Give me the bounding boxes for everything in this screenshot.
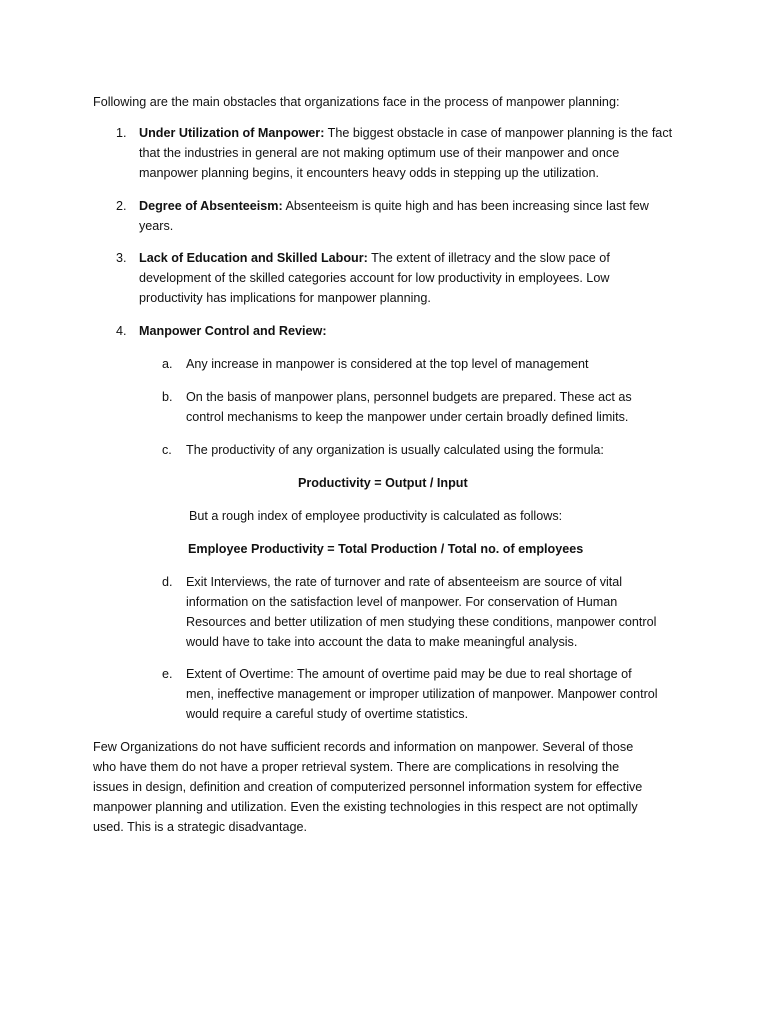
list-item-body: The biggest obstacle in case of manpower planning is the fact that the industries in general are not making optimum use of their manpower and once manpower planning begins, it encounters heavy odds in stepping up the utilization. <box>139 126 673 180</box>
sub-list-letter: a. <box>162 357 173 371</box>
list-item <box>116 123 676 183</box>
sub-list-item <box>162 664 662 724</box>
sub-list-letter: b. <box>162 390 173 404</box>
sub-list-letter: c. <box>162 443 172 457</box>
list-item-text <box>139 196 676 236</box>
sub-list-letter: d. <box>162 575 173 589</box>
sub-list-text: Any increase in manpower is considered at the top level of management <box>186 357 589 371</box>
list-item-body: The extent of illetracy and the slow pace of development of the skilled categories account for low productivity in employees. Low productivity has implications for manpower planning. <box>139 251 610 305</box>
sub-list-item <box>162 354 662 374</box>
list-item <box>116 196 676 236</box>
list-item <box>116 248 676 308</box>
sub-list-text: On the basis of manpower plans, personnel budgets are prepared. These act as control mechanisms to keep the manpower under certain broadly defined limits. <box>186 390 632 424</box>
list-number: 1. <box>116 126 127 140</box>
sub-list-text: Extent of Overtime: The amount of overtime paid may be due to real shortage of men, ineffective management or improper utilization of manpower. Manpower control would require a careful study of overtime statistics. <box>186 667 658 721</box>
sub-list-item <box>162 387 662 427</box>
list-item-text <box>139 321 676 341</box>
list-item-text <box>139 248 676 308</box>
list-item <box>116 321 676 341</box>
sub-list-text: Exit Interviews, the rate of turnover and rate of absenteeism are source of vital information on the satisfaction level of manpower. For conservation of Human Resources and better utilization of men studying these conditions, manpower control would have to take into account the data to make meaningful analysis. <box>186 575 657 649</box>
list-number: 2. <box>116 199 127 213</box>
list-item-heading: Under Utilization of Manpower: <box>139 126 325 140</box>
list-number: 4. <box>116 324 127 338</box>
productivity-formula: Productivity = Output / Input <box>298 476 468 490</box>
intro-paragraph: Following are the main obstacles that organizations face in the process of manpower planning: <box>93 95 620 109</box>
closing-paragraph: Few Organizations do not have sufficient records and information on manpower. Several of those who have them do not have a proper retrieval system. There are complications in resolving the issues in design, definition and creation of computerized personnel information system for effective manpower planning and utilization. Even the existing technologies in this respect are not optimally used. This is a strategic disadvantage. <box>93 740 643 834</box>
employee-productivity-formula: Employee Productivity = Total Production / Total no. of employees <box>188 542 584 556</box>
sub-list-item <box>162 572 662 652</box>
sub-list-item <box>162 440 662 460</box>
list-number: 3. <box>116 251 127 265</box>
rough-index-text: But a rough index of employee productivity is calculated as follows: <box>189 509 563 523</box>
sub-list-letter: e. <box>162 667 173 681</box>
list-item-text <box>139 123 676 183</box>
list-item-body: Absenteeism is quite high and has been increasing since last few years. <box>139 199 649 233</box>
list-item-heading: Lack of Education and Skilled Labour: <box>139 251 368 265</box>
list-item-heading: Degree of Absenteeism: <box>139 199 283 213</box>
list-item-heading: Manpower Control and Review: <box>139 324 327 338</box>
sub-list-text: The productivity of any organization is usually calculated using the formula: <box>186 443 604 457</box>
